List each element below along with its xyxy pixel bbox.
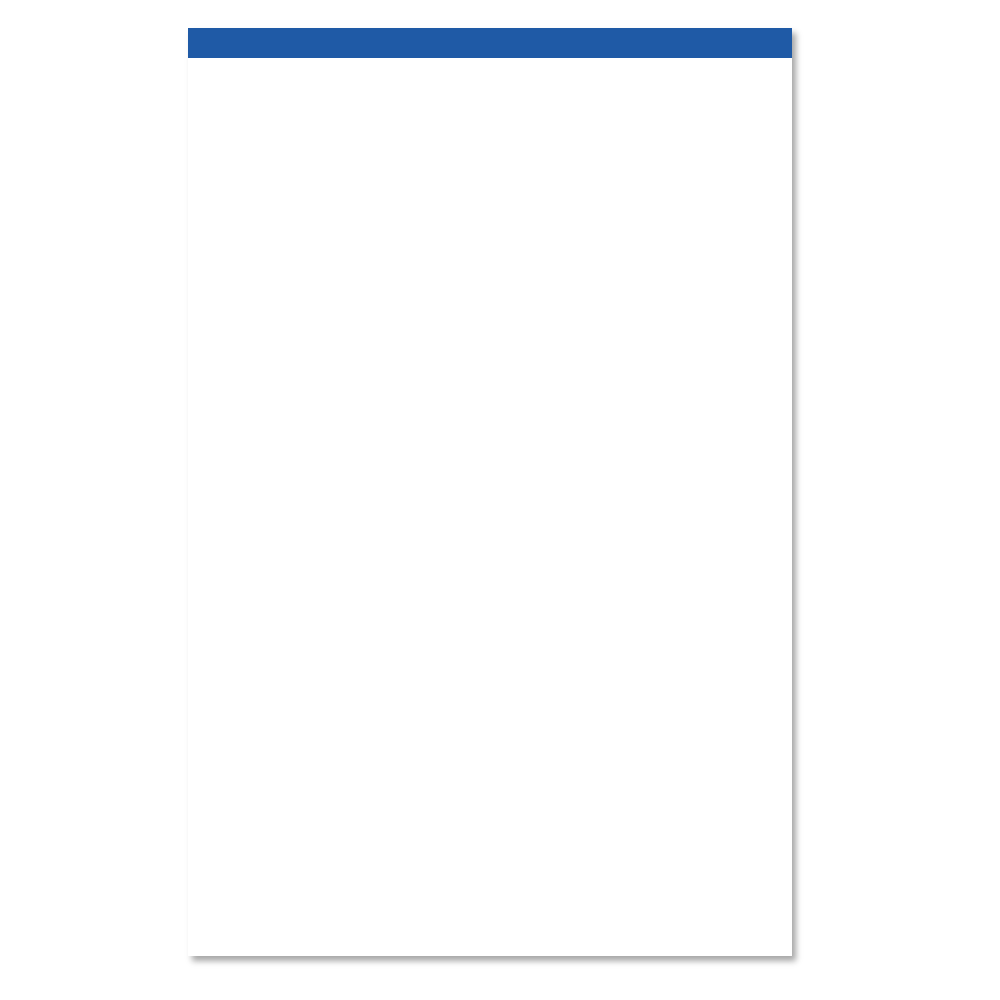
header-lr bbox=[556, 28, 592, 58]
product-card bbox=[188, 28, 792, 956]
header-slot bbox=[596, 28, 792, 58]
table-header bbox=[188, 28, 792, 58]
header-ang bbox=[512, 28, 552, 58]
header-tooth bbox=[236, 28, 396, 58]
header-torq bbox=[466, 28, 508, 58]
header-width bbox=[400, 28, 464, 58]
